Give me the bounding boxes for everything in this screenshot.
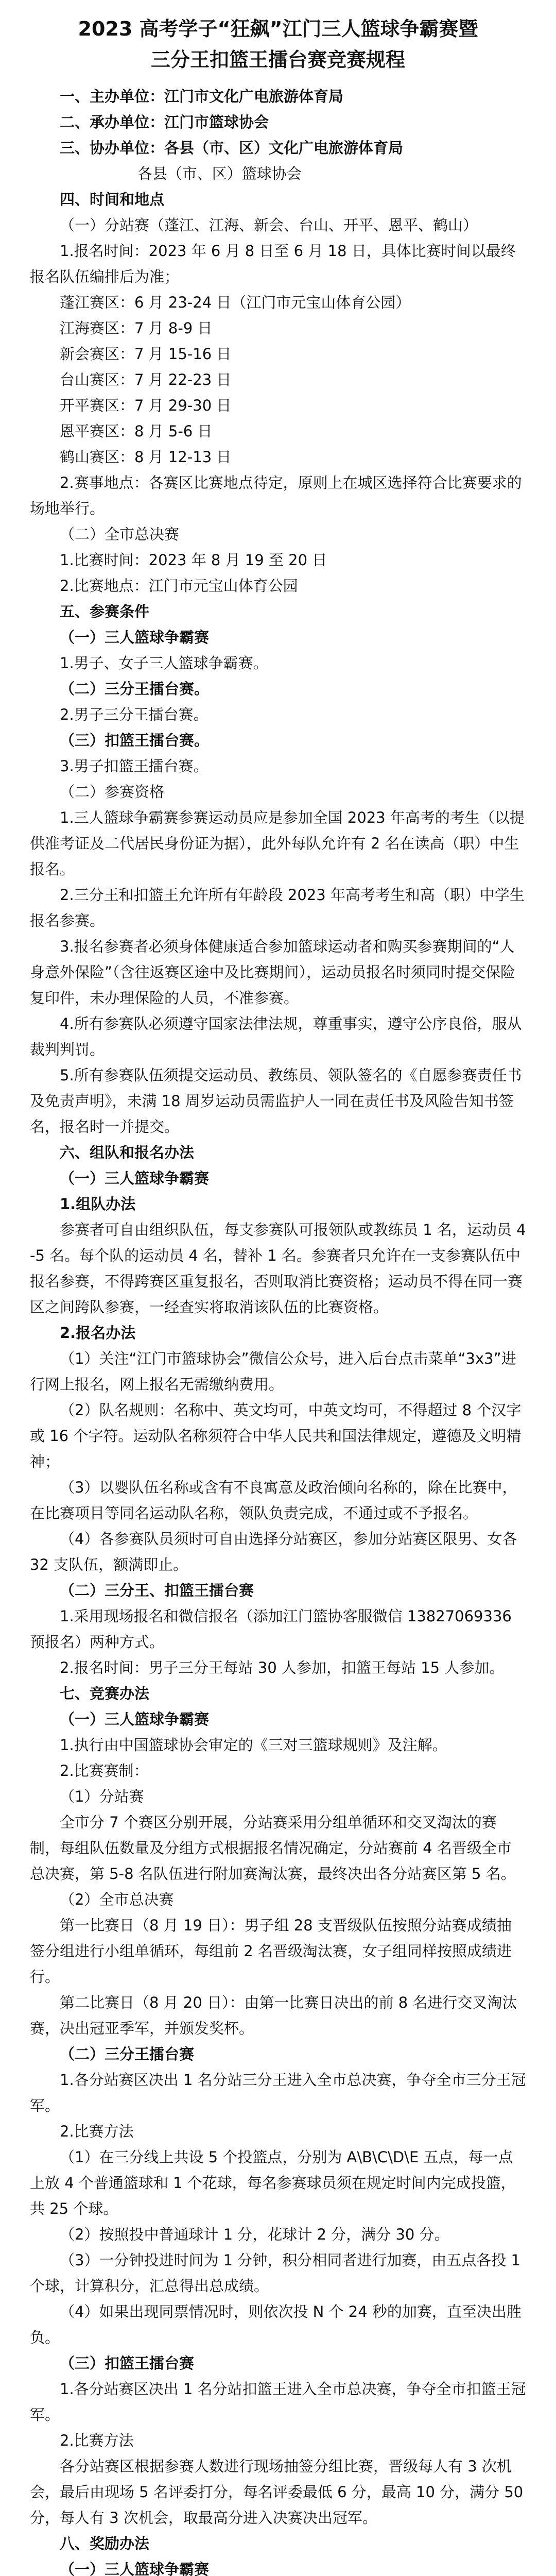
section-heading: 八、奖励办法 [60, 2535, 150, 2552]
section-heading: （一）三人篮球争霸赛 [60, 1170, 210, 1187]
body-paragraph: 鹤山赛区：8 月 12-13 日 [60, 448, 232, 466]
body-paragraph: 1.各分站赛区决出 1 名分站扣篮王进入全市总决赛，争夺全市扣篮王冠军。 [30, 2380, 526, 2424]
section-heading: 六、组队和报名办法 [60, 1144, 195, 1161]
section-heading: （三）扣篮王擂台赛。 [60, 732, 210, 749]
body-paragraph: 江海赛区：7 月 8-9 日 [60, 319, 213, 337]
body-paragraph: 全市分 7 个赛区分别开展，分站赛采用分组单循环和交叉淘汰的赛制，每组队伍数量及分组方式根据报名情况确定，分站赛前 4 名晋级全市总决赛，第 5-8 名队伍进行附加赛淘汰赛，最终决出各分站赛区第 5 名。 [30, 1814, 516, 1883]
section-heading: 三、协办单位：各县（市、区）文化广电旅游体育局 [60, 139, 404, 157]
section-heading: 一、主办单位：江门市文化广电旅游体育局 [60, 88, 344, 105]
body-paragraph: 台山赛区：7 月 22-23 日 [60, 371, 232, 388]
body-paragraph: 1.男子、女子三人篮球争霸赛。 [60, 654, 268, 672]
document-title-line-2: 三分王扣篮王擂台赛竞赛规程 [150, 48, 405, 71]
section-heading: 五、参赛条件 [60, 603, 150, 620]
body-paragraph: 2.赛事地点：各赛区比赛地点待定，原则上在城区选择符合比赛要求的场地举行。 [30, 474, 522, 517]
body-paragraph: 2.比赛赛制： [60, 1762, 149, 1780]
section-heading: （一）三人篮球争霸赛 [60, 629, 210, 646]
body-paragraph: 1.报名时间：2023 年 6 月 8 日至 6 月 18 日，具体比赛时间以最终报名队伍编排后为准； [30, 242, 516, 285]
body-paragraph: （二）全市总决赛 [60, 526, 180, 543]
body-paragraph: （1）关注“江门市篮球协会”微信公众号，进入后台点击菜单“3x3”进行网上报名，网上报名无需缴纳费用。 [30, 1350, 516, 1393]
body-paragraph: 2.比赛地点：江门市元宝山体育公园 [60, 577, 298, 595]
section-heading: 2.报名办法 [60, 1324, 136, 1342]
section-heading: （三）扣篮王擂台赛 [60, 2354, 195, 2372]
body-paragraph: 第一比赛日（8 月 19 日）：男子组 28 支晋级队伍按照分站赛成绩抽签分组进行小组单循环，每组前 2 名晋级淘汰赛，女子组同样按照成绩进行。 [30, 1917, 512, 1986]
body-paragraph: 各县（市、区）篮球协会 [137, 165, 302, 182]
body-paragraph: 开平赛区：7 月 29-30 日 [60, 397, 232, 414]
body-paragraph: （4）如果出现同票情况时，则依次投 N 个 24 秒的加赛，直至决出胜负。 [30, 2303, 522, 2346]
section-heading: （二）三分王擂台赛 [60, 2045, 195, 2063]
body-paragraph: 2.比赛方法 [60, 2432, 134, 2449]
body-paragraph: （4）各参赛队员须时可自由选择分站赛区，参加分站赛区限男、女各 32 支队伍，额满即止。 [30, 1530, 517, 1573]
body-paragraph: 5.所有参赛队伍须提交运动员、教练员、领队签名的《自愿参赛责任书及免责声明》，未满 18 周岁运动员需监护人一同在责任书及风险告知书签名，报名时一并提交。 [30, 1066, 522, 1136]
body-paragraph: 2.报名时间：男子三分王每站 30 人参加，扣篮王每站 15 人参加。 [60, 1659, 505, 1676]
body-paragraph: （二）参赛资格 [60, 783, 165, 801]
section-heading: 四、时间和地点 [60, 191, 165, 208]
body-paragraph: 1.执行由中国篮球协会审定的《三对三篮球规则》及注解。 [60, 1736, 447, 1754]
section-heading: （二）三分王擂台赛。 [60, 680, 210, 698]
section-heading: （二）三分王、扣篮王擂台赛 [60, 1582, 254, 1599]
document-title [30, 13, 526, 75]
body-paragraph: （2）队名规则：名称中、英文均可，中英文均可，不得超过 8 个汉字或 16 个字符。运动队名称须符合中华人民共和国法律规定，遵德及文明精神； [30, 1401, 522, 1470]
section-heading: （一）三人篮球争霸赛 [60, 1710, 210, 1728]
section-heading: （一）三人篮球争霸赛 [60, 2561, 210, 2576]
body-paragraph: 蓬江赛区：6 月 23-24 日（江门市元宝山体育公园） [60, 294, 411, 311]
body-paragraph: 2.比赛方法 [60, 2123, 134, 2140]
section-heading: 七、竞赛办法 [60, 1685, 150, 1702]
body-paragraph: 2.三分王和扣篮王允许所有年龄段 2023 年高考考生和高（职）中学生报名参赛。 [30, 886, 525, 929]
body-paragraph: （3）一分钟投进时间为 1 分钟，积分相同者进行加赛，由五点各投 1 个球，计算积分，汇总得出总成绩。 [30, 2251, 521, 2295]
body-paragraph: 参赛者可自由组织队伍，每支参赛队可报领队或教练员 1 名，运动员 4-5 名。每个队的运动员 4 名，替补 1 名。参赛者只允许在一支参赛队伍中报名参赛，不得跨赛区重复报名，否则取消比赛资格；运动员不得在同一赛区之间跨队参赛，一经查实将取消该队伍的比赛资格。 [30, 1221, 526, 1316]
body-paragraph: 1.三人篮球争霸赛参赛运动员应是参加全国 2023 年高考的考生（以提供准考证及二代居民身份证为据），此外每队允许有 2 名在读高（职）中生报名。 [30, 809, 525, 878]
body-paragraph: （2）全市总决赛 [60, 1891, 174, 1908]
body-paragraph: （1）在三分线上共设 5 个投篮点，分别为 A\B\C\D\E 五点，每一点上放 4 个普通篮球和 1 个花球，每名参赛球员须在规定时间内完成投篮，共 25 个球。 [30, 2148, 516, 2217]
body-paragraph: 新会赛区：7 月 15-16 日 [60, 345, 232, 363]
body-paragraph: 各分站赛区根据参赛人数进行现场抽签分组比赛，晋级每人有 3 次机会，最后由现场 5 名评委打分，每名评委最低 6 分，最高 10 分，满分 50 分，每人有 3 次机会，取最高分进入决赛决出冠军。 [30, 2458, 524, 2527]
body-paragraph: 1.采用现场报名和微信报名（添加江门篮协客服微信 13827069336 预报名）两种方式。 [30, 1607, 512, 1651]
section-heading: 1.组队办法 [60, 1195, 136, 1213]
body-paragraph: 1.各分站赛区决出 1 名分站三分王进入全市总决赛，争夺全市三分王冠军。 [30, 2071, 526, 2114]
document-title-line-1: 2023 高考学子“狂飙”江门三人篮球争霸赛暨 [78, 18, 478, 40]
body-paragraph: （2）按照投中普通球计 1 分，花球计 2 分，满分 30 分。 [60, 2226, 449, 2243]
section-heading: 二、承办单位：江门市篮球协会 [60, 113, 269, 131]
body-paragraph: 第二比赛日（8 月 20 日）：由第一比赛日决出的前 8 名进行交叉淘汰赛，决出冠亚季军，并颁发奖杯。 [30, 1994, 517, 2037]
body-paragraph: 4.所有参赛队必须遵守国家法律法规，尊重事实，遵守公序良俗，服从裁判判罚。 [30, 1015, 522, 1058]
body-paragraph: 1.比赛时间：2023 年 8 月 19 至 20 日 [60, 551, 327, 569]
body-paragraph: （3）以婴队伍名称或含有不良寓意及政治倾向名称的，除在比赛中，在比赛项目等同名运动队名称，领队负责完成，不通过或不予报名。 [30, 1479, 517, 1522]
body-paragraph: 恩平赛区：8 月 5-6 日 [60, 422, 213, 440]
document-body [30, 83, 526, 2576]
body-paragraph: （一）分站赛（蓬江、江海、新会、台山、开平、恩平、鹤山） [60, 216, 478, 234]
body-paragraph: 3.报名参赛者必须身体健康适合参加篮球运动者和购买参赛期间的“人身意外保险”（含往返赛区途中及比赛期间），运动员报名时须同时提交保险复印件，未办理保险的人员，不准参赛。 [30, 938, 516, 1007]
body-paragraph: 3.男子扣篮王擂台赛。 [60, 757, 208, 775]
body-paragraph: 2.男子三分王擂台赛。 [60, 706, 208, 723]
body-paragraph: （1）分站赛 [60, 1788, 144, 1805]
